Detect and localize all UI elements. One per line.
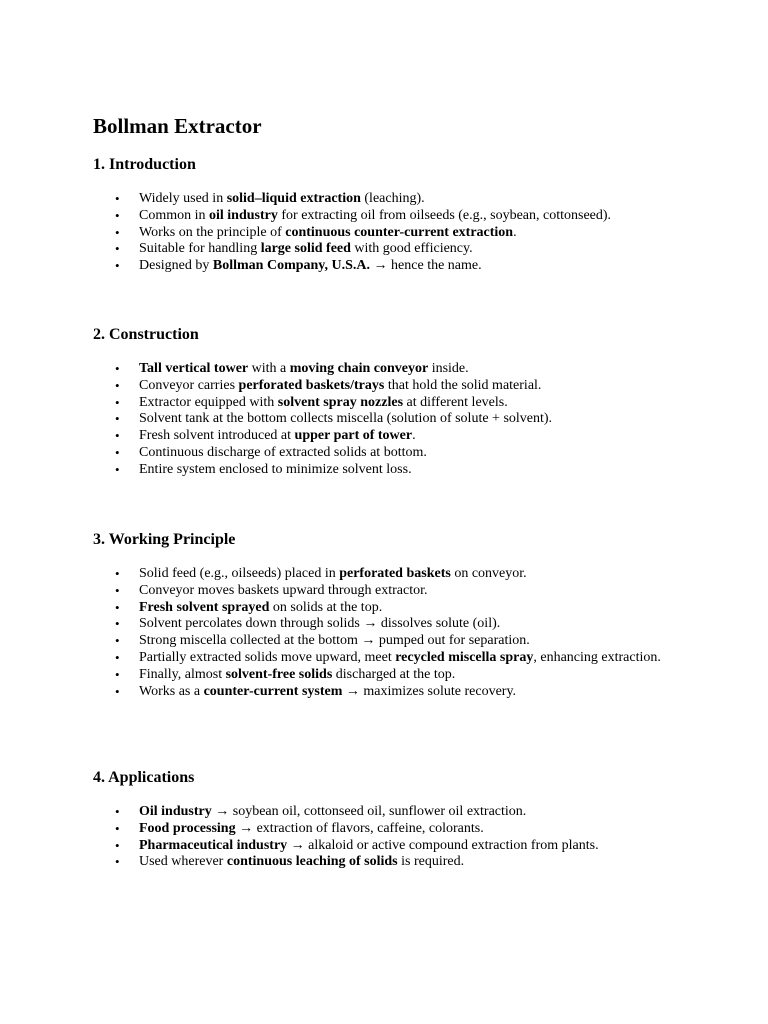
list-item: [93, 667, 683, 684]
text: Widely used in: [139, 191, 227, 206]
text: (leaching).: [360, 191, 425, 206]
text: for extracting oil from oilseeds (e.g., soybean, cottonseed).: [277, 207, 612, 223]
list-item: [93, 445, 683, 462]
list-item: [93, 616, 683, 633]
text: on solids at the top.: [269, 599, 383, 615]
working-principle-list: [93, 566, 683, 700]
text: , enhancing extraction.: [533, 649, 661, 665]
list-item: [93, 804, 683, 821]
bold-text: moving chain conveyor: [289, 361, 429, 376]
text: Works as a: [139, 683, 204, 699]
text: with good efficiency.: [350, 241, 473, 257]
text: is required.: [397, 854, 465, 870]
bold-text: perforated baskets: [339, 566, 451, 581]
text: Partially extracted solids move upward, meet: [139, 649, 396, 665]
bold-text: solid–liquid extraction: [226, 191, 361, 206]
list-item: [93, 208, 683, 225]
text: → soybean oil, cottonseed oil, sunflower oil extraction.: [211, 804, 527, 819]
text: → alkaloid or active compound extraction from plants.: [287, 837, 599, 853]
text: that hold the solid material.: [384, 377, 542, 393]
text: Solvent percolates down through solids → dissolves solute (oil).: [139, 616, 501, 632]
text: Fresh solvent introduced at: [139, 428, 295, 444]
list-item: [93, 191, 683, 208]
list-item: [93, 854, 683, 871]
list-item: [93, 633, 683, 650]
construction-list: [93, 361, 683, 479]
text: Used wherever: [139, 854, 227, 870]
text: with a: [248, 361, 290, 376]
text: Designed by: [139, 258, 213, 274]
text: Works on the principle of: [139, 224, 286, 240]
text: Entire system enclosed to minimize solvent loss.: [139, 461, 412, 477]
list-item: [93, 583, 683, 600]
list-item: [93, 241, 683, 258]
section-heading-construction: 2. Construction: [93, 326, 199, 343]
list-item: [93, 428, 683, 445]
bold-text: recycled miscella spray: [395, 649, 534, 665]
text: .: [513, 224, 517, 240]
bold-text: large solid feed: [260, 241, 351, 257]
list-item: [93, 258, 683, 275]
applications-list: [93, 804, 683, 871]
text: discharged at the top.: [332, 666, 456, 682]
list-item: [93, 225, 683, 242]
text: Solid feed (e.g., oilseeds) placed in: [139, 566, 340, 581]
text: at different levels.: [403, 394, 508, 410]
bold-text: oil industry: [209, 207, 278, 223]
bold-text: Fresh solvent sprayed: [139, 599, 270, 615]
bold-text: Oil industry: [139, 804, 212, 819]
list-item: [93, 838, 683, 855]
text: Conveyor moves baskets upward through extractor.: [139, 582, 428, 598]
bold-text: perforated baskets/trays: [238, 377, 385, 393]
list-item: [93, 821, 683, 838]
bold-text: upper part of tower: [294, 428, 413, 444]
text: Common in: [139, 207, 210, 223]
document-title: Bollman Extractor: [93, 114, 262, 138]
list-item: [93, 650, 683, 667]
list-item: [93, 378, 683, 395]
text: → hence the name.: [370, 258, 482, 274]
bold-text: solvent spray nozzles: [277, 394, 404, 410]
text: Finally, almost: [139, 666, 226, 682]
text: Suitable for handling: [139, 241, 261, 257]
list-item: [93, 411, 683, 428]
bold-text: continuous leaching of solids: [226, 854, 398, 870]
text: inside.: [428, 361, 469, 376]
introduction-list: [93, 191, 683, 275]
bold-text: counter-current system: [203, 683, 343, 699]
section-heading-introduction: 1. Introduction: [93, 156, 196, 173]
text: Solvent tank at the bottom collects miscella (solution of solute + solvent).: [139, 411, 553, 427]
text: Strong miscella collected at the bottom → pumped out for separation.: [139, 633, 530, 649]
list-item: [93, 395, 683, 412]
section-heading-applications: 4. Applications: [93, 769, 195, 786]
list-item: [93, 600, 683, 617]
list-item: [93, 361, 683, 378]
text: Extractor equipped with: [139, 394, 278, 410]
bold-text: Bollman Company, U.S.A.: [212, 258, 371, 274]
bold-text: solvent-free solids: [225, 666, 333, 682]
bold-text: Food processing: [139, 820, 236, 836]
bold-text: continuous counter-current extraction: [285, 224, 514, 240]
bold-text: Pharmaceutical industry: [139, 837, 288, 853]
text: on conveyor.: [450, 566, 527, 581]
section-heading-working-principle: 3. Working Principle: [93, 531, 236, 548]
list-item: [93, 566, 683, 583]
list-item: [93, 462, 683, 479]
text: → extraction of flavors, caffeine, colorants.: [235, 820, 484, 836]
list-item: [93, 684, 683, 701]
text: Continuous discharge of extracted solids at bottom.: [139, 444, 427, 460]
text: Conveyor carries: [139, 377, 239, 393]
text: → maximizes solute recovery.: [342, 683, 517, 699]
bold-text: Tall vertical tower: [139, 361, 249, 376]
text: .: [412, 428, 416, 444]
